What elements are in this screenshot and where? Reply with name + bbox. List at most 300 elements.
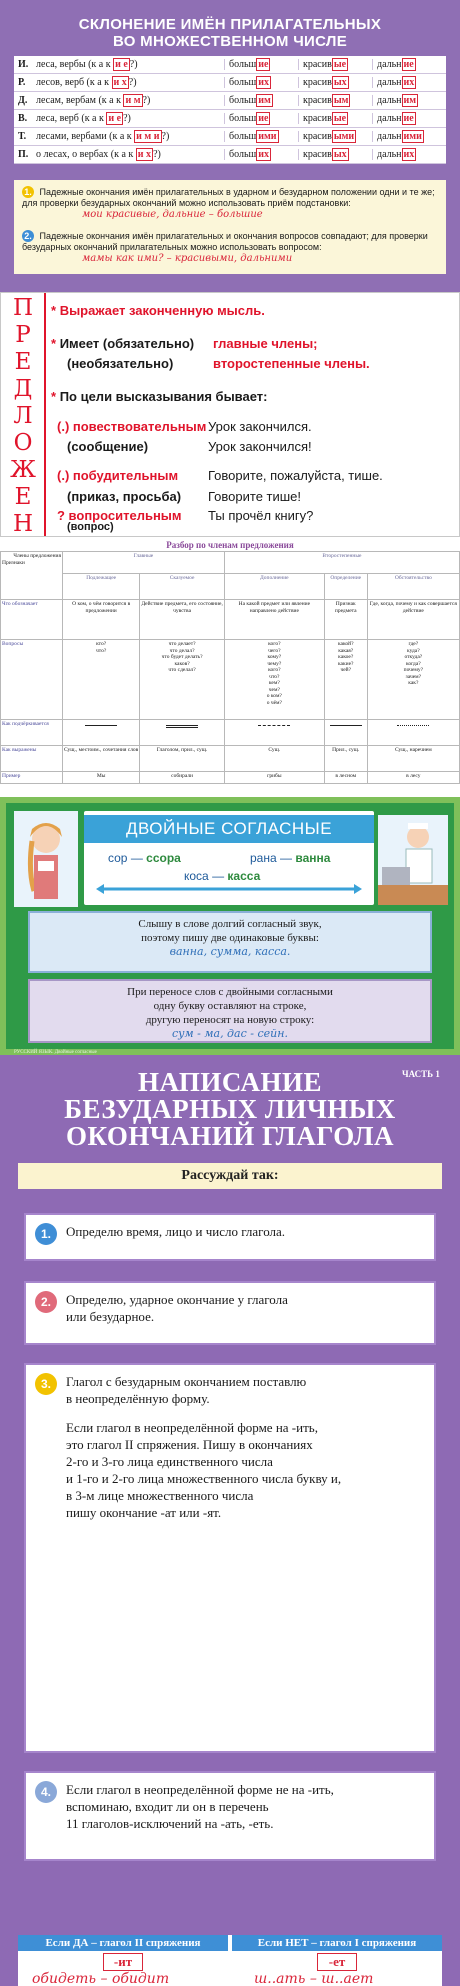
ending: ие	[258, 59, 269, 70]
secondary-members-text: второстепенные члены.	[213, 356, 370, 371]
declension-notes	[14, 180, 446, 274]
cell-line: собирали	[171, 773, 194, 779]
if-yes-header: Если ДА – глагол II спряжения	[18, 1935, 228, 1951]
example-text: ?)	[153, 149, 161, 160]
ending-yes: -ит	[103, 1953, 143, 1971]
word-pair-3	[184, 869, 260, 883]
example-text: о лесах, о вербах (к а к	[36, 149, 136, 160]
question-type: ? вопросительным	[57, 508, 182, 523]
corner-top: Члены предложения	[13, 553, 61, 559]
vertical-letter: П	[12, 295, 34, 321]
underline-mark	[330, 725, 362, 726]
adjective-form	[372, 131, 446, 142]
cell-line: чем?	[268, 686, 280, 693]
rule-line: одну букву оставляют на строке,	[153, 1000, 307, 1012]
case-example	[36, 131, 224, 142]
if-no-header: Если НЕТ – глагол I спряжения	[232, 1935, 442, 1951]
questions-cell	[140, 640, 225, 720]
underline-cell	[367, 720, 459, 746]
note-number: 2.	[22, 230, 34, 242]
example-text: ?)	[123, 113, 131, 124]
verb-title	[20, 1069, 440, 1150]
step-line: это глагол II спряжения. Пишу в окончаниях	[66, 1437, 313, 1452]
expresses-row	[51, 303, 265, 318]
incentive-example-2: Говорите тише!	[208, 489, 302, 504]
incentive-example-1: Говорите, пожалуйста, тише.	[208, 468, 383, 483]
rule-line: поэтому пишу две одинаковые буквы:	[141, 932, 319, 944]
step-line: пишу окончание -ат или -ят.	[66, 1505, 222, 1520]
sentence-poster	[0, 292, 460, 537]
girl-illustration-icon	[14, 811, 78, 907]
dash: —	[212, 869, 225, 883]
cell-line: грибы	[267, 773, 282, 779]
step-line: 2-го и 3-го лица единственного числа	[66, 1454, 273, 1469]
ending: ыми	[333, 131, 355, 142]
narrative-type: (.) повествовательным	[57, 419, 207, 434]
note-example: мамы как ими? – красивыми, дальними	[82, 253, 293, 264]
cell-line: что будет делать?	[161, 654, 203, 660]
cell-line: где?	[408, 641, 419, 647]
note-text: Падежные окончания имён прилагательных в ударном и безударном положении одни и те же; для проверки безударных окончаний можно использовать приём подстановки:	[22, 187, 435, 208]
secondary-members	[213, 356, 370, 371]
step-number: 2.	[35, 1291, 57, 1313]
vertical-letter: Е	[14, 349, 32, 375]
cell-line: какие?	[337, 660, 354, 667]
purpose-text: По цели высказывания бывает:	[59, 389, 268, 404]
conjugation-result	[18, 1935, 442, 1986]
note-text: Падежные окончания имён прилагательных и окончания вопросов совпадают; для проверки безударных окончаний прилагательных можно использовать вопросом:	[22, 231, 428, 252]
question-ending: и м и	[136, 131, 160, 142]
column-header: Дополнение	[224, 574, 324, 600]
adjective-form	[372, 95, 446, 106]
narrative-example-2: Урок закончился!	[208, 439, 312, 454]
row-label: Что обозначает	[1, 600, 63, 640]
adjective-form	[298, 77, 372, 88]
ending: ых	[333, 77, 347, 88]
cell-line: Признак предмета	[334, 601, 357, 614]
cell-line: откуда?	[404, 654, 423, 660]
question-example: Ты прочёл книгу?	[208, 508, 314, 523]
cell-line: зачем?	[405, 673, 422, 680]
vertical-letter: Е	[14, 484, 32, 510]
expressed-cell	[63, 746, 140, 772]
stem: красив	[303, 149, 332, 160]
example-text: лесами, вербами (к а к	[36, 131, 135, 142]
cell-line: куда?	[407, 647, 420, 654]
case-label: В.	[18, 113, 28, 124]
stem: больш	[229, 59, 257, 70]
cell-line: о ком?	[266, 693, 282, 699]
declension-row	[14, 56, 446, 74]
case-example	[36, 95, 224, 106]
example-no: ш..ать – ш..ает	[254, 1971, 374, 1986]
step-line: Если глагол в неопределённой форме на -ить,	[66, 1420, 318, 1435]
question-ending: и х	[113, 77, 127, 88]
step-line: Если глагол в неопределённой форме не на -ить,	[66, 1782, 334, 1797]
declension-title	[20, 16, 440, 50]
question-ending: и х	[137, 149, 152, 160]
cell-line: что делал?	[169, 647, 195, 654]
optional-row	[67, 356, 173, 371]
row-label: Вопросы	[1, 640, 63, 720]
ending-no: -ет	[317, 1953, 357, 1971]
step-line: 11 глаголов-исключений на -ать, -еть.	[66, 1816, 274, 1831]
declension-row	[14, 128, 446, 146]
expresses-text: Выражает законченную мысль.	[59, 303, 265, 318]
cell-line: каков?	[174, 660, 190, 667]
cell-line: кем?	[268, 680, 280, 686]
ending: ые	[333, 59, 347, 70]
note-1	[22, 186, 440, 220]
stem: больш	[229, 77, 257, 88]
column-header: Определение	[324, 574, 367, 600]
questions-cell	[324, 640, 367, 720]
parts-of-sentence-table-poster	[0, 537, 460, 797]
word: коса	[184, 869, 209, 883]
stem: больш	[229, 131, 257, 142]
stem: дальн	[377, 59, 402, 70]
ending: их	[403, 77, 415, 88]
underline-mark	[166, 725, 198, 728]
stem: красив	[303, 59, 332, 70]
verb-endings-poster	[0, 1055, 460, 1986]
vertical-letter: Ж	[10, 457, 36, 483]
has-row	[51, 336, 194, 351]
adjective-form	[224, 59, 298, 70]
cashier-illustration-icon	[378, 815, 448, 905]
adjective-form	[224, 131, 298, 142]
cell-line: когда?	[405, 660, 421, 667]
cell-line: Прил., сущ.	[332, 747, 360, 753]
note-number: 1.	[22, 186, 34, 198]
ending: их	[258, 149, 269, 160]
declension-row	[14, 110, 446, 128]
narrative-sub: (сообщение)	[67, 439, 149, 454]
table-title: Разбор по членам предложения	[166, 540, 294, 550]
cell-line: какой?	[337, 641, 354, 647]
dash: —	[280, 851, 292, 865]
question-ending: и е	[115, 59, 128, 70]
cell-line: как?	[408, 680, 419, 686]
main-members	[213, 336, 318, 351]
row-label: Как выражены	[1, 746, 63, 772]
ending: ым	[333, 95, 349, 106]
cell-line: Глаголом, прил., сущ.	[156, 747, 208, 753]
cell-line: Действие предмета, его состояние, чувства	[141, 601, 223, 614]
expressed-cell	[140, 746, 225, 772]
stem: красив	[303, 113, 332, 124]
ending: ых	[333, 149, 347, 160]
title-line: СКЛОНЕНИЕ ИМЁН ПРИЛАГАТЕЛЬНЫХ	[78, 16, 382, 33]
rule-long-consonant	[28, 911, 432, 973]
example-text: леса, верб (к а к	[36, 113, 107, 124]
stem: больш	[229, 149, 257, 160]
underline-mark	[85, 725, 117, 726]
stem: дальн	[377, 95, 402, 106]
step-line: Определю время, лицо и число глагола.	[66, 1224, 286, 1239]
cell-line: На какой предмет или явление направлено действие	[238, 601, 311, 614]
title-line: ОКОНЧАНИЙ ГЛАГОЛА	[66, 1121, 394, 1151]
group-secondary-header: Второстепенные	[224, 552, 459, 574]
cell-line: в лесном	[335, 773, 357, 779]
rule-line: Слышу в слове долгий согласный звук,	[138, 918, 322, 930]
meaning-cell	[63, 600, 140, 640]
expressed-cell	[224, 746, 324, 772]
word: сор	[108, 851, 128, 865]
step-line: и 1-го и 2-го лица множественного числа букву и,	[66, 1471, 342, 1486]
case-example	[36, 59, 224, 70]
example-text: леса, вербы (к а к	[36, 59, 114, 70]
part-label: ЧАСТЬ 1	[402, 1069, 440, 1079]
underline-mark	[397, 725, 429, 726]
narrative-example-1: Урок закончился.	[208, 419, 312, 434]
adjective-form	[298, 131, 372, 142]
step-1	[24, 1213, 436, 1261]
step-3	[24, 1363, 436, 1753]
meaning-cell	[140, 600, 225, 640]
cell-line: чего?	[268, 647, 281, 654]
declension-row	[14, 146, 446, 164]
ending: им	[258, 95, 271, 106]
optional-text: (необязательно)	[67, 356, 174, 371]
stem: красив	[303, 77, 332, 88]
case-label: Д.	[18, 95, 28, 106]
adjective-form	[224, 95, 298, 106]
underline-cell	[224, 720, 324, 746]
stem: дальн	[377, 77, 402, 88]
corner-cell	[1, 552, 63, 600]
cell-line: что делает?	[168, 641, 196, 647]
declension-poster	[0, 0, 460, 292]
vertical-word	[5, 295, 41, 537]
stem: дальн	[377, 131, 402, 142]
adjective-form	[224, 149, 298, 160]
step-line: в 3-м лице множественного числа	[66, 1488, 254, 1503]
column-header: Сказуемое	[140, 574, 225, 600]
main-members-text: главные члены;	[213, 336, 318, 351]
row-label: Как подчёркивается	[1, 720, 63, 746]
stem: дальн	[377, 113, 402, 124]
step-line: в неопределённую форму.	[66, 1391, 210, 1406]
example-text: лесам, вербам (к а к	[36, 95, 124, 106]
double-arrow-icon	[96, 884, 362, 894]
step-4	[24, 1771, 436, 1861]
cell-line: кого?	[268, 667, 281, 673]
example-cell	[367, 772, 459, 784]
question-ending: и е	[108, 113, 122, 124]
ending: ие	[258, 113, 269, 124]
column-header: Обстоятельство	[367, 574, 459, 600]
double-title: ДВОЙНЫЕ СОГЛАСНЫЕ	[84, 815, 374, 843]
question-ending: и м	[125, 95, 141, 106]
note-example-row	[22, 253, 440, 264]
case-example	[36, 77, 224, 88]
questions-cell	[367, 640, 459, 720]
stem: больш	[229, 95, 257, 106]
adjective-form	[224, 77, 298, 88]
divider-line	[44, 293, 46, 536]
word-double: ссора	[146, 851, 181, 865]
cell-line: Где, когда, почему и как совершается действие	[369, 601, 457, 614]
has-text: Имеет (обязательно)	[59, 336, 195, 351]
case-label: Р.	[18, 77, 26, 88]
meaning-cell	[367, 600, 459, 640]
example-cell	[224, 772, 324, 784]
group-main-header: Главные	[63, 552, 225, 574]
column-header: Подлежащее	[63, 574, 140, 600]
case-label: Т.	[18, 131, 27, 142]
adjective-form	[224, 113, 298, 124]
parts-table	[0, 551, 460, 784]
cell-line: Мы	[96, 773, 106, 779]
double-consonants-poster	[0, 797, 460, 1055]
cell-line: в лесу	[406, 773, 421, 779]
example-cell	[140, 772, 225, 784]
purpose-row	[51, 389, 267, 404]
case-label: И.	[18, 59, 29, 70]
step-number: 3.	[35, 1373, 57, 1395]
stem: больш	[229, 113, 257, 124]
underline-mark	[258, 725, 290, 726]
example-cell	[63, 772, 140, 784]
title-line: БЕЗУДАРНЫХ ЛИЧНЫХ	[64, 1094, 396, 1124]
cell-line: почему?	[403, 667, 424, 673]
step-line: или безударное.	[66, 1309, 155, 1324]
adjective-form	[372, 113, 446, 124]
case-label: П.	[18, 149, 29, 160]
case-example	[36, 149, 224, 160]
adjective-form	[298, 95, 372, 106]
case-example	[36, 113, 224, 124]
ending: им	[403, 95, 417, 106]
underline-cell	[63, 720, 140, 746]
step-line: Определю, ударное окончание у глагола	[66, 1292, 288, 1307]
note-example-row	[22, 209, 440, 220]
title-line: НАПИСАНИЕ	[138, 1067, 322, 1097]
questions-cell	[63, 640, 140, 720]
question-sub: (вопрос)	[67, 521, 114, 533]
incentive-sub: (приказ, просьба)	[67, 489, 182, 504]
adjective-form	[298, 59, 372, 70]
word: рана	[250, 851, 277, 865]
step-line: вспоминаю, входит ли он в перечень	[66, 1799, 269, 1814]
adjective-form	[372, 149, 446, 160]
title-card	[84, 811, 374, 905]
ending: их	[258, 77, 269, 88]
title-line: ВО МНОЖЕСТВЕННОМ ЧИСЛЕ	[112, 33, 348, 50]
cell-line: чей?	[340, 667, 352, 673]
meaning-cell	[224, 600, 324, 640]
meaning-cell	[324, 600, 367, 640]
underline-cell	[140, 720, 225, 746]
cell-line: что?	[96, 647, 107, 654]
corner-bottom: Признаки	[2, 559, 25, 566]
cell-line: о чём?	[266, 699, 282, 706]
note-2	[22, 230, 440, 264]
adjective-form	[372, 77, 446, 88]
expressed-cell	[367, 746, 459, 772]
ending: ими	[258, 131, 277, 142]
word-double: касса	[227, 869, 261, 883]
vertical-letter: Д	[13, 376, 33, 402]
example-yes: обидеть – обидит	[32, 1971, 170, 1986]
word-double: ванна	[295, 851, 331, 865]
step-number: 4.	[35, 1781, 57, 1803]
word-pair-2	[250, 851, 330, 865]
cell-line: чему?	[267, 660, 282, 667]
example-text: лесов, верб (к а к	[36, 77, 112, 88]
word-pair-1	[108, 851, 181, 865]
cell-line: какая?	[338, 647, 354, 654]
stem: красив	[303, 95, 332, 106]
rule-hyphenation	[28, 979, 432, 1043]
rule-line: другую переносят на новую строку:	[145, 1014, 315, 1026]
reason-header: Рассуждай так:	[18, 1163, 442, 1189]
example-text: ?)	[129, 59, 138, 70]
declension-row	[14, 74, 446, 92]
vertical-letter: Р	[15, 322, 31, 348]
expressed-cell	[324, 746, 367, 772]
ending: ие	[403, 59, 414, 70]
cell-line: Сущ., наречием	[394, 747, 432, 753]
adjective-form	[298, 149, 372, 160]
ending: ые	[333, 113, 347, 124]
dash: —	[130, 851, 143, 865]
bullet: *	[51, 303, 57, 318]
poster-frame	[6, 803, 454, 1055]
spacer	[66, 1407, 424, 1419]
cell-line: Сущ.	[268, 747, 281, 753]
row-label: Пример	[1, 772, 63, 784]
underline-cell	[324, 720, 367, 746]
rule-line: При переносе слов с двойными согласными	[127, 986, 333, 998]
cell-line: О ком, о чём говорится в предложении	[72, 601, 131, 614]
cell-line: кого?	[268, 641, 281, 647]
incentive-type: (.) побудительным	[57, 468, 179, 483]
example-text: ?)	[161, 131, 170, 142]
poster-footer: РУССКИЙ ЯЗЫК. Двойные согласные	[14, 1050, 97, 1055]
bullet: *	[51, 336, 57, 351]
declension-row	[14, 92, 446, 110]
cell-line: что сделал?	[168, 667, 196, 673]
cell-line: какое?	[338, 654, 354, 660]
vertical-letter: О	[13, 430, 33, 456]
bullet: *	[51, 389, 57, 404]
handwritten-example: ванна, сумма, касса.	[169, 945, 291, 958]
stem: красив	[303, 131, 332, 142]
note-example: мои красивые, дальние – большие	[82, 209, 263, 220]
adjective-form	[298, 113, 372, 124]
questions-cell	[224, 640, 324, 720]
adjective-form	[372, 59, 446, 70]
vertical-letter: Н	[12, 511, 34, 537]
declension-table	[14, 56, 446, 164]
step-line: Глагол с безударным окончанием поставлю	[66, 1374, 307, 1389]
step-number: 1.	[35, 1223, 57, 1245]
example-text: ?)	[128, 77, 137, 88]
ending: ие	[403, 113, 414, 124]
ending: их	[403, 149, 415, 160]
cell-line: Сущ., местоим., сочетания слов	[64, 747, 139, 753]
cell-line: кому?	[267, 654, 282, 660]
cell-line: что?	[269, 673, 280, 680]
handwritten-example: сум - ма, дас - сейн.	[172, 1027, 288, 1040]
stem: дальн	[377, 149, 402, 160]
cell-line: кто?	[96, 641, 107, 647]
example-cell	[324, 772, 367, 784]
example-text: ?)	[142, 95, 151, 106]
ending: ими	[403, 131, 422, 142]
